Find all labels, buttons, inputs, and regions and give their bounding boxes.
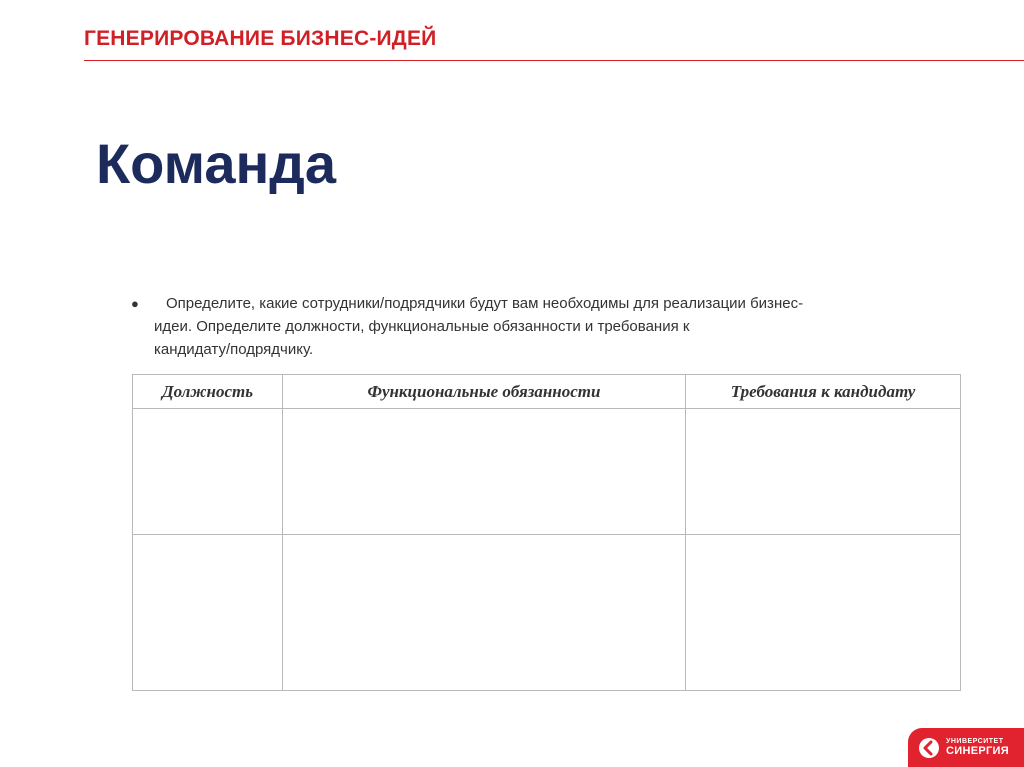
table-cell-duties[interactable] bbox=[283, 535, 686, 691]
column-header-duties: Функциональные обязанности bbox=[283, 375, 686, 409]
table-cell-position[interactable] bbox=[133, 535, 283, 691]
instruction-text bbox=[154, 292, 911, 361]
logo-text bbox=[946, 738, 1009, 757]
table-cell-requirements[interactable] bbox=[686, 409, 961, 535]
header-divider bbox=[84, 60, 1024, 61]
table-header-row bbox=[133, 375, 961, 409]
header-title: ГЕНЕРИРОВАНИЕ БИЗНЕС-ИДЕЙ bbox=[84, 27, 437, 50]
table-cell-position[interactable] bbox=[133, 409, 283, 535]
table-cell-duties[interactable] bbox=[283, 409, 686, 535]
logo-line-1: УНИВЕРСИТЕТ bbox=[946, 738, 1004, 745]
column-header-requirements: Требования к кандидату bbox=[686, 375, 961, 409]
table-cell-requirements[interactable] bbox=[686, 535, 961, 691]
slide-title: Команда bbox=[96, 132, 336, 195]
team-table bbox=[132, 374, 961, 691]
logo-line-2: СИНЕРГИЯ bbox=[946, 745, 1009, 757]
column-header-position: Должность bbox=[133, 375, 283, 409]
university-logo bbox=[908, 728, 1024, 767]
instruction-line-3: кандидату/подрядчику. bbox=[154, 341, 314, 358]
bullet-icon: ● bbox=[131, 296, 139, 311]
table-row bbox=[133, 409, 961, 535]
synergy-logo-icon bbox=[918, 737, 940, 759]
instruction-line-1: Определите, какие сотрудники/подрядчики будут вам необходимы для реализации бизнес- bbox=[166, 295, 804, 312]
instruction-bullet bbox=[131, 292, 911, 361]
instruction-line-2: идеи. Определите должности, функциональные обязанности и требования к bbox=[154, 318, 690, 335]
table-row bbox=[133, 535, 961, 691]
